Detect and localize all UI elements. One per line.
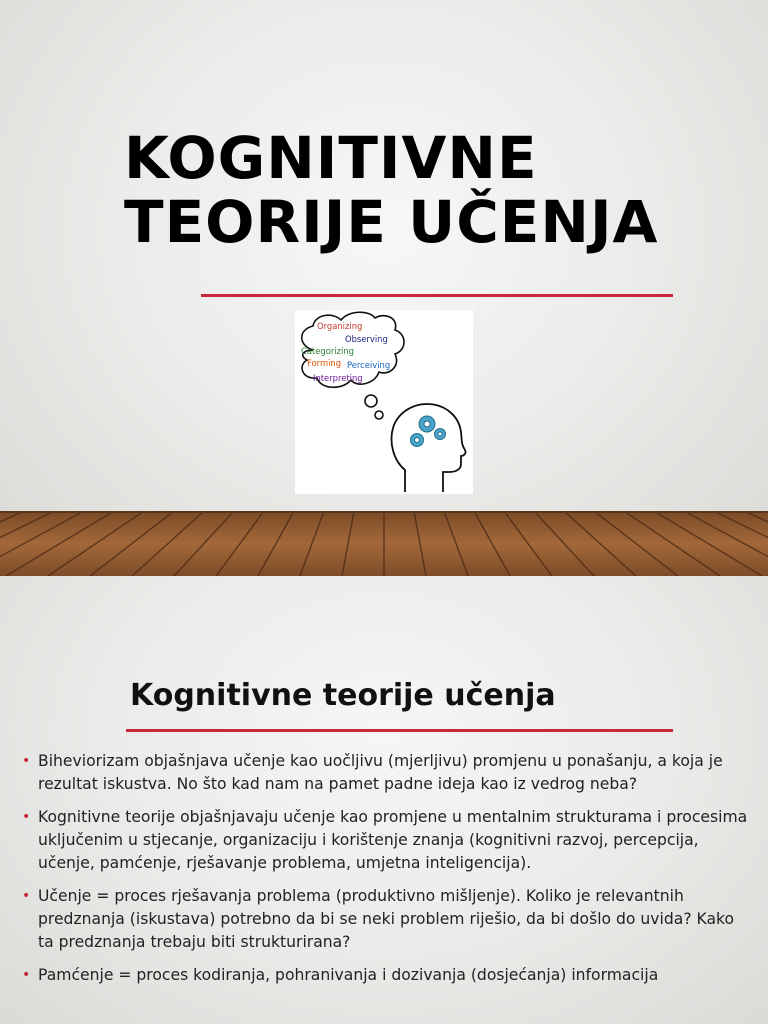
slide-title — [124, 126, 724, 254]
slide-title-line-2: TEORIJE UČENJA — [124, 188, 659, 256]
cloud-word-3: Categorizing — [301, 346, 354, 356]
bullet-marker: • — [22, 967, 31, 983]
cloud-word-5: Perceiving — [347, 360, 391, 370]
bullet-item-1: • Biheviorizam objašnjava učenje kao uočljivu (mjerljivu) promjenu u ponašanju, a koja je rezultat iskustva. No što kad nam na pamet padne ideja kao iz vedrog neba? — [22, 752, 723, 793]
content-slide-title: Kognitivne teorije učenja — [130, 678, 556, 713]
cloud-word-6: Interpreting — [313, 373, 363, 383]
cloud-word-4: Forming — [307, 358, 342, 368]
cloud-word-1: Organizing — [317, 321, 363, 331]
bullet-item-4: • Pamćenje = proces kodiranja, pohranivanja i dozivanja (dosjećanja) informacija — [22, 964, 752, 987]
content-accent-rule — [126, 729, 673, 732]
cloud-word-2: Observing — [345, 334, 388, 344]
wooden-floor — [0, 511, 768, 576]
bullet-list — [22, 750, 752, 997]
cognition-illustration — [295, 310, 473, 494]
bullet-marker: • — [22, 888, 31, 904]
title-accent-rule — [201, 294, 673, 297]
bullet-marker: • — [22, 809, 31, 825]
content-slide — [0, 576, 768, 1024]
slide-title-line-1: KOGNITIVNE — [124, 124, 538, 192]
bullet-marker: • — [22, 753, 31, 769]
bullet-item-3: • Učenje = proces rješavanja problema (produktivno mišljenje). Koliko je relevantnih predznanja (iskustava) potrebno da bi se neki problem riješio, da bi došlo do uvida? Kako ta predznanja trebaju biti strukturirana? — [22, 887, 735, 951]
bullet-item-2: • Kognitivne teorije objašnjavaju učenje kao promjene u mentalnim strukturama i procesima uključenim u stjecanje, organizaciju i korištenje znanja (kognitivni razvoj, percepcija, učenje, pamćenje, rješavanje problema, umjetna inteligencija). — [22, 808, 748, 872]
